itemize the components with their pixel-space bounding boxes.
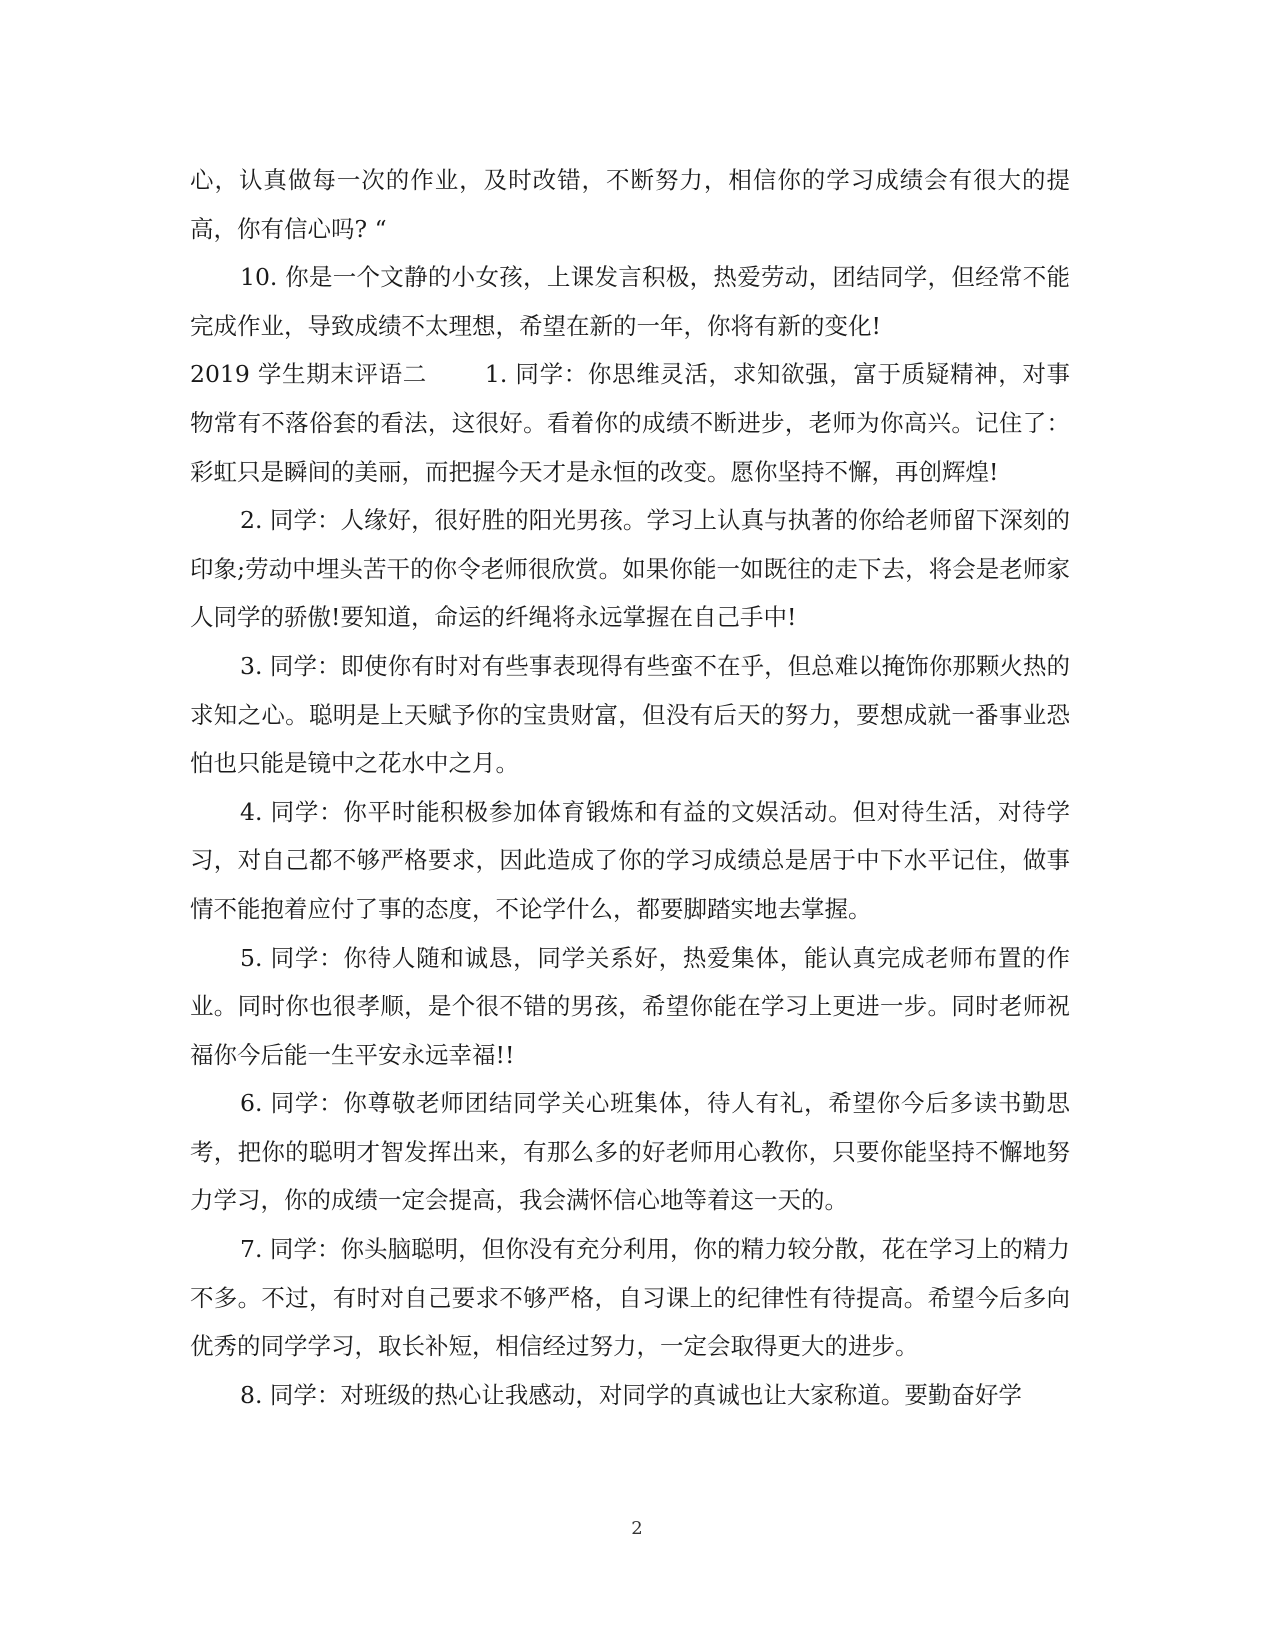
- comment-item-4: 4. 同学：你平时能积极参加体育锻炼和有益的文娱活动。但对待生活，对待学习，对自己都不够严格要求，因此造成了你的学习成绩总是居于中下水平记住，做事情不能抱着应付了事的态度，不论学什么，都要脚踏实地去掌握。: [190, 797, 1070, 923]
- comment-item-1: 1. 同学：你思维灵活，求知欲强，富于质疑精神，对事物常有不落俗套的看法，这很好。看着你的成绩不断进步，老师为你高兴。记住了：彩虹只是瞬间的美丽，而把握今天才是永恒的改变。愿你坚持不懈，再创辉煌!: [190, 360, 1071, 486]
- comment-item-5: 5. 同学：你待人随和诚恳，同学关系好，热爱集体，能认真完成老师布置的作业。同时你也很孝顺，是个很不错的男孩，希望你能在学习上更进一步。同时老师祝福你今后能一生平安永远幸福!!: [190, 943, 1070, 1069]
- section-heading-paragraph: [190, 350, 1070, 496]
- comment-item-8: 8. 同学：对班级的热心让我感动，对同学的真诚也让大家称道。要勤奋好学: [240, 1380, 1022, 1409]
- document-body: [190, 156, 1070, 1419]
- paragraph-continuation: 心，认真做每一次的作业，及时改错，不断努力，相信你的学习成绩会有很大的提高，你有信心吗? “: [190, 166, 1070, 243]
- section-heading: 2019 学生期末评语二: [190, 360, 427, 389]
- comment-item-10: 10. 你是一个文静的小女孩，上课发言积极，热爱劳动，团结同学，但经常不能完成作业，导致成绩不太理想，希望在新的一年，你将有新的变化!: [190, 263, 1070, 340]
- comment-item-6: 6. 同学：你尊敬老师团结同学关心班集体，待人有礼，希望你今后多读书勤思考，把你的聪明才智发挥出来，有那么多的好老师用心教你，只要你能坚持不懈地努力学习，你的成绩一定会提高，我会满怀信心地等着这一天的。: [190, 1089, 1070, 1215]
- comment-item-3: 3. 同学：即使你有时对有些事表现得有些蛮不在乎，但总难以掩饰你那颗火热的求知之心。聪明是上天赋予你的宝贵财富，但没有后天的努力，要想成就一番事业恐怕也只能是镜中之花水中之月。: [190, 651, 1070, 778]
- page-number: 2: [631, 1518, 643, 1539]
- comment-item-7: 7. 同学：你头脑聪明，但你没有充分利用，你的精力较分散，花在学习上的精力不多。不过，有时对自己要求不够严格，自习课上的纪律性有待提高。希望今后多向优秀的同学学习，取长补短，相信经过努力，一定会取得更大的进步。: [190, 1235, 1070, 1361]
- comment-item-2: 2. 同学：人缘好，很好胜的阳光男孩。学习上认真与执著的你给老师留下深刻的印象;劳动中埋头苦干的你令老师很欣赏。如果你能一如既往的走下去，将会是老师家人同学的骄傲!要知道，命运的纤绳将永远掌握在自己手中!: [190, 506, 1070, 632]
